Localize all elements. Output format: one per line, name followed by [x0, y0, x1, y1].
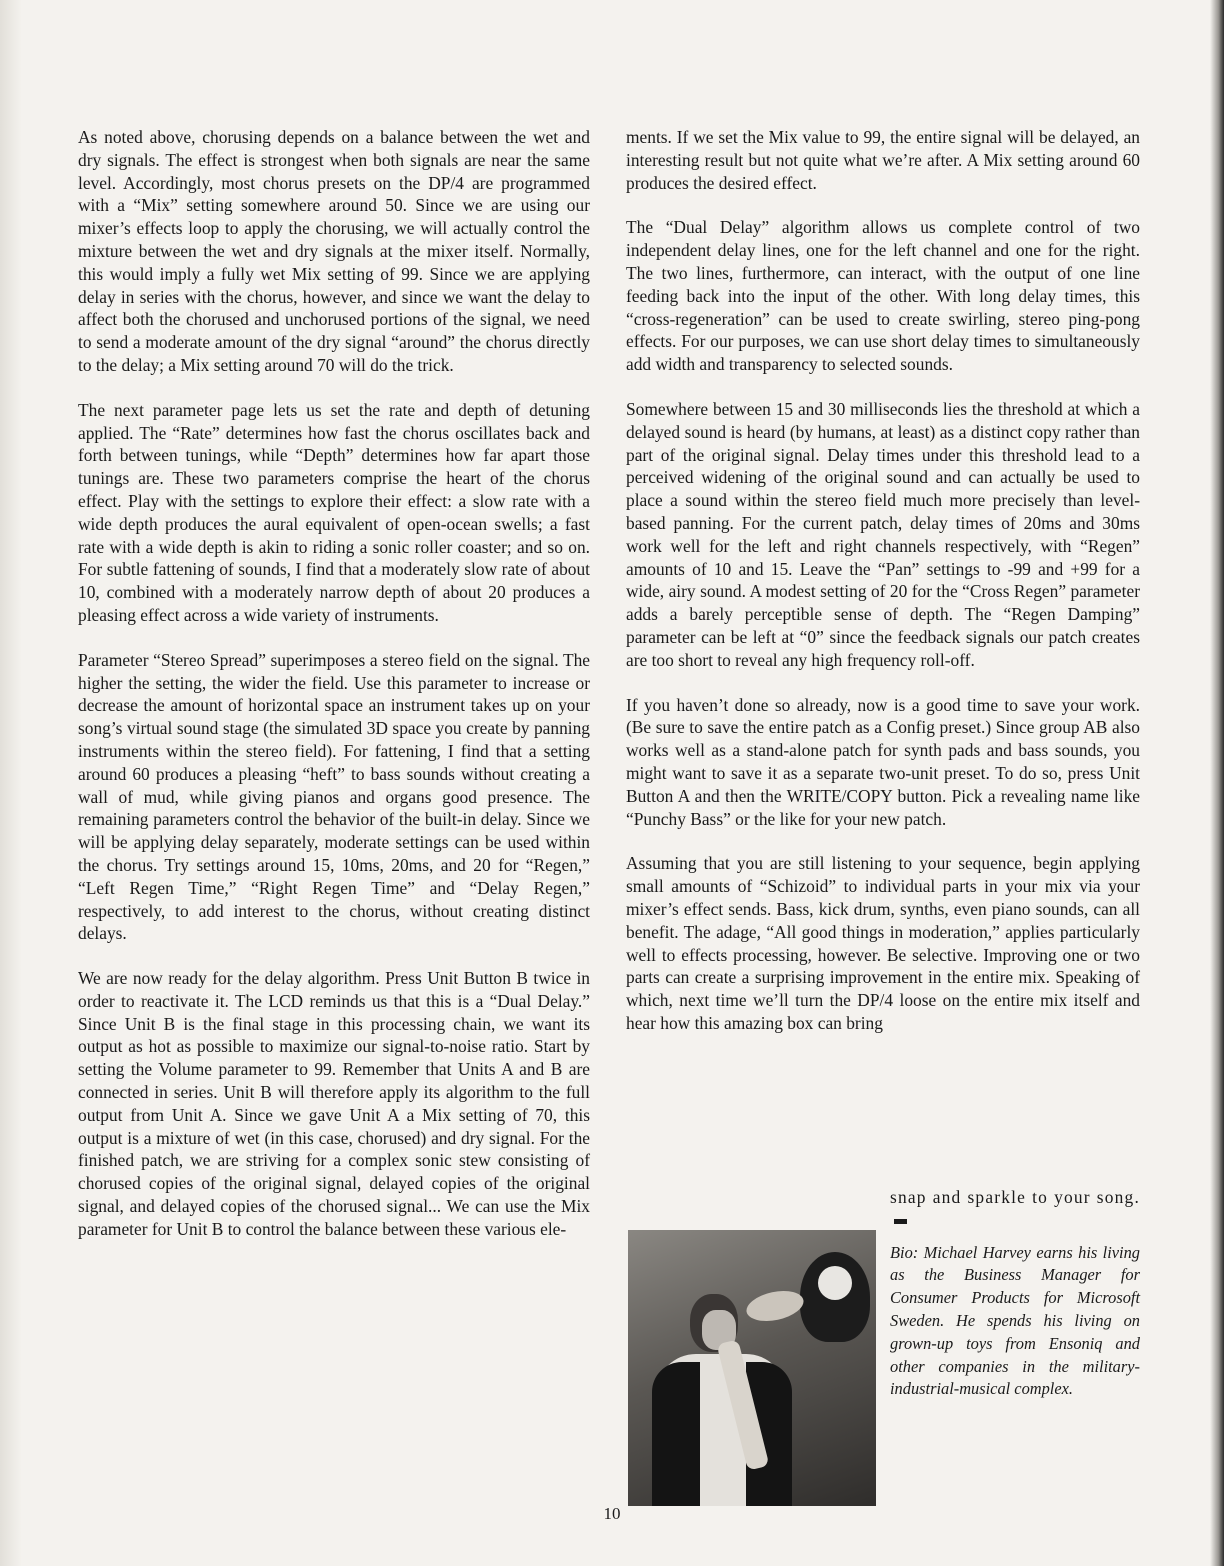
- paragraph: The next parameter page lets us set the rate and depth of detuning applied. The “Rate” determines how fast the chorus oscillates back and forth between tunings, while “Depth” determines how far apart those tunings are. These two parameters comprise the heart of the chorus effect. Play with the settings to explore their effect: a slow rate with a wide depth produces the aural equivalent of open-ocean swells; a fast rate with a wide depth is akin to riding a sonic roller coaster; and so on. For subtle fattening of sounds, I find that a moderately slow rate of about 10, combined with a moderately narrow depth of about 20 produces a pleasing effect across a wide variety of instruments.: [78, 399, 590, 625]
- paragraph: The “Dual Delay” algorithm allows us complete control of two independent delay lines, one for the left channel and one for the right. The two lines, furthermore, can interact, with the output of one line feeding back into the input of the other. With long delay times, this “cross-regeneration” can be used to create swirling, stereo ping-pong effects. For our purposes, we can use short delay times to simultaneously add width and transparency to selected sounds.: [626, 217, 1140, 375]
- page-edge-left: [0, 0, 22, 1566]
- paragraph: As noted above, chorusing depends on a balance between the wet and dry signals. The effect is strongest when both signals are near the same level. Accordingly, most chorus presets on the DP/4 are programmed with a “Mix” setting somewhere around 50. Since we are using our mixer’s effects loop to apply the chorusing, we will actually control the mixture between the wet and dry signals at the mixer itself. Normally, this would imply a fully wet Mix setting of 99. Since we are applying delay in series with the chorus, however, and since we want the delay to affect both the chorused and unchorused portions of the signal, we need to send a moderate amount of the dry signal “around” the chorus directly to the delay; a Mix setting around 70 will do the trick.: [78, 127, 590, 375]
- page-number: 10: [603, 1504, 621, 1523]
- author-photo: [628, 1230, 876, 1506]
- author-bio: Bio: Michael Harvey earns his living as the Business Manager for Consumer Products for Microsoft Sweden. He spends his living on grown-up toys from Ensoniq and other companies in the military-industrial-musical complex.: [890, 1242, 1140, 1399]
- paragraph: Assuming that you are still listening to your sequence, begin applying small amounts of “Schizoid” to individual parts in your mix via your mixer’s effect sends. Bass, kick drum, synths, even piano sounds, can all benefit. The adage, “All good things in moderation,” applies particularly well to effects processing, however. Be selective. Improving one or two parts can create a surprising improvement in the entire mix. Speaking of which, next time we’ll turn the DP/4 loose on the entire mix itself and hear how this amazing box can bring: [626, 853, 1140, 1033]
- paragraph: If you haven’t done so already, now is a good time to save your work. (Be sure to save the entire patch as a Config preset.) Since group AB also works well as a stand-alone patch for synth pads and bass sounds, you might want to save it as a separate two-unit preset. To do so, press Unit Button A and then the WRITE/COPY button. Pick a revealing name like “Punchy Bass” or the like for your new patch.: [626, 694, 1140, 829]
- left-column: [78, 126, 590, 1241]
- poster-graphic: [800, 1252, 870, 1342]
- paragraph: Parameter “Stereo Spread” superimposes a stereo field on the signal. The higher the setting, the wider the field. Use this parameter to increase or decrease the amount of horizontal space an instrument takes up on your song’s virtual sound stage (the simulated 3D space you create by panning instruments within the stereo field). For fattening, I find that a setting around 60 produces a pleasing “heft” to bass sounds without creating a wall of mud, while giving pianos and organs good presence. The remaining parameters control the behavior of the built-in delay. Since we will be applying delay separately, moderate settings can be used within the chorus. Try settings around 15, 10ms, 20ms, and 20 for “Regen,” “Left Regen Time,” “Right Regen Time” and “Delay Regen,” respectively, to add interest to the chorus, without creating distinct delays.: [78, 649, 590, 944]
- closing-line: snap and sparkle to your song.: [626, 1186, 1140, 1232]
- end-mark-icon: [894, 1219, 907, 1224]
- right-column: [626, 126, 1140, 1035]
- page-edge-right: [1210, 0, 1224, 1566]
- paragraph: We are now ready for the delay algorithm. Press Unit Button B twice in order to reactivate it. The LCD reminds us that this is a “Dual Delay.” Since Unit B is the final stage in this processing chain, we want its output as hot as possible to maximize our signal-to-noise ratio. Start by setting the Volume parameter to 99. Remember that Units A and B are connected in series. Unit B will therefore apply its algorithm to the full output from Unit A. Since we gave Unit A a Mix setting of 70, this output is a mixture of wet (in this case, chorused) and dry signal. For the finished patch, we are striving for a complex sonic stew consisting of chorused copies of the original signal, delayed copies of the original signal, and delayed copies of the chorused signal... We can use the Mix parameter for Unit B to control the balance between these various ele-: [78, 968, 590, 1239]
- author-bio-section: [626, 1186, 1140, 1506]
- paragraph: ments. If we set the Mix value to 99, the entire signal will be delayed, an interesting result but not quite what we’re after. A Mix setting around 60 produces the desired effect.: [626, 127, 1140, 193]
- paragraph: Somewhere between 15 and 30 milliseconds lies the threshold at which a delayed sound is heard (by humans, at least) as a distinct copy rather than part of the original signal. Delay times under this threshold lead to a perceived widening of the original sound and can actually be used to place a sound within the stereo field much more precisely than level-based panning. For the current patch, delay times of 20ms and 30ms work well for the left and right channels respectively, with “Regen” amounts of 10 and 15. Leave the “Pan” settings to -99 and +99 for a wide, airy sound. A modest setting of 20 for the “Cross Regen” parameter adds a barely perceptible sense of depth. The “Regen Damping” parameter can be left at “0” since the feedback signals our patch creates are too short to reveal any high frequency roll-off.: [626, 398, 1140, 670]
